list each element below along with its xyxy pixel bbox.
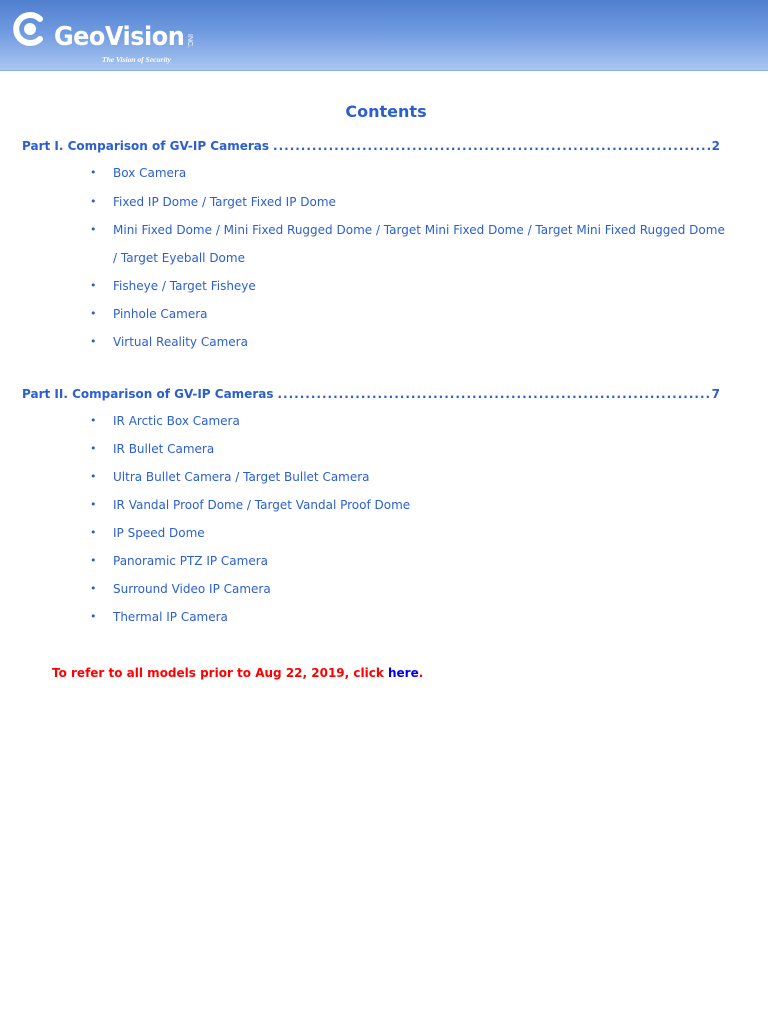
bullet-icon: • bbox=[90, 442, 97, 455]
bullet-icon: • bbox=[90, 582, 97, 595]
logo-inc: INC. bbox=[186, 34, 193, 48]
toc-item-label[interactable]: IR Arctic Box Camera bbox=[113, 414, 240, 428]
toc-item-label[interactable]: Ultra Bullet Camera / Target Bullet Camera bbox=[113, 470, 370, 484]
toc-leader-dots bbox=[277, 387, 709, 401]
toc-item-label[interactable]: Mini Fixed Dome / Mini Fixed Rugged Dome / Target Mini Fixed Dome / Target Mini Fixed Rugged Dome / Target Eyeball Dome bbox=[113, 223, 725, 265]
bullet-icon: • bbox=[90, 335, 97, 348]
page-title: Contents bbox=[345, 102, 427, 121]
toc-part-1-title[interactable]: Part I. Comparison of GV-IP Cameras bbox=[22, 139, 270, 153]
here-link[interactable]: here bbox=[388, 666, 419, 680]
geovision-logo bbox=[10, 8, 210, 66]
bullet-icon: • bbox=[90, 498, 97, 511]
bullet-icon: • bbox=[90, 166, 97, 179]
toc-item-label[interactable]: Fisheye / Target Fisheye bbox=[113, 279, 256, 293]
bullet-icon: • bbox=[90, 307, 97, 320]
page-header bbox=[0, 0, 768, 71]
bullet-icon: • bbox=[90, 610, 97, 623]
toc-part-1-page[interactable]: 2 bbox=[711, 139, 720, 153]
bullet-icon: • bbox=[90, 414, 97, 427]
toc-item-label[interactable]: IR Bullet Camera bbox=[113, 442, 215, 456]
bullet-icon: • bbox=[90, 554, 97, 567]
toc-item-label[interactable]: Virtual Reality Camera bbox=[113, 335, 248, 349]
toc-item-label[interactable]: IP Speed Dome bbox=[113, 526, 205, 540]
geovision-logo-icon bbox=[10, 10, 48, 48]
toc-part-2[interactable] bbox=[22, 387, 720, 405]
toc-item-label[interactable]: Pinhole Camera bbox=[113, 307, 208, 321]
toc-item-label[interactable]: Box Camera bbox=[113, 166, 187, 180]
legacy-models-note bbox=[52, 666, 423, 680]
toc-leader-dots bbox=[273, 139, 710, 153]
toc-part-2-page[interactable]: 7 bbox=[711, 387, 720, 401]
toc-item-label[interactable]: Surround Video IP Camera bbox=[113, 582, 271, 596]
toc-part-2-title[interactable]: Part II. Comparison of GV-IP Cameras bbox=[22, 387, 274, 401]
bullet-icon: • bbox=[90, 526, 97, 539]
toc-item-label[interactable]: Fixed IP Dome / Target Fixed IP Dome bbox=[113, 195, 336, 209]
logo-wordmark: GeoVision bbox=[54, 22, 185, 52]
bullet-icon: • bbox=[90, 195, 97, 208]
legacy-models-note-text: To refer to all models prior to Aug 22, 2019, click bbox=[52, 666, 388, 680]
bullet-icon: • bbox=[90, 223, 97, 236]
logo-tagline: The Vision of Security bbox=[102, 55, 171, 64]
toc-part-1[interactable] bbox=[22, 139, 720, 157]
legacy-models-note-end: . bbox=[418, 666, 424, 680]
bullet-icon: • bbox=[90, 470, 97, 483]
toc-item-label[interactable]: IR Vandal Proof Dome / Target Vandal Proof Dome bbox=[113, 498, 411, 512]
toc-item-label[interactable]: Panoramic PTZ IP Camera bbox=[113, 554, 269, 568]
toc-item-label[interactable]: Thermal IP Camera bbox=[113, 610, 228, 624]
bullet-icon: • bbox=[90, 279, 97, 292]
